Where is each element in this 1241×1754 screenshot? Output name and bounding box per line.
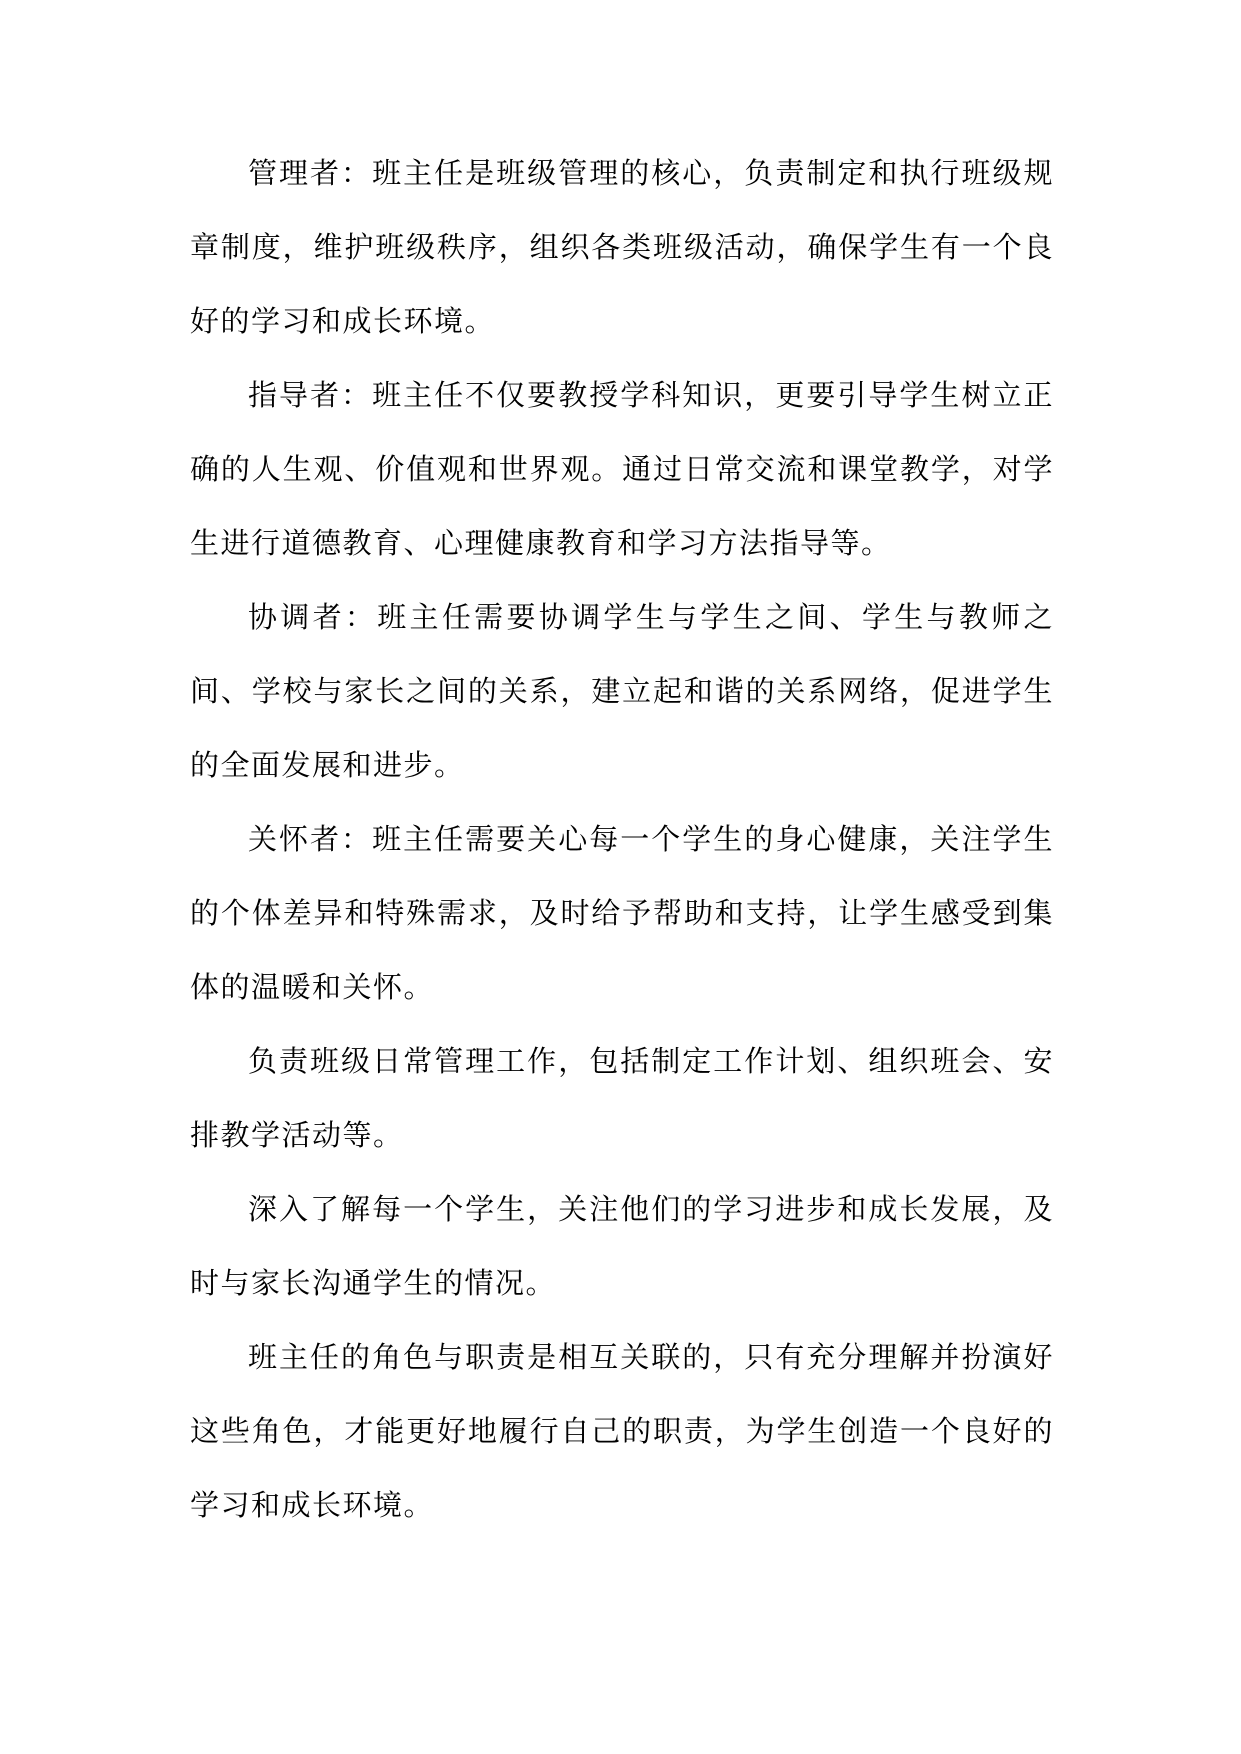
paragraph-caregiver-role: 关怀者：班主任需要关心每一个学生的身心健康，关注学生的个体差异和特殊需求，及时给予帮助和支持，让学生感受到集体的温暖和关怀。 (190, 822, 1054, 1004)
paragraph-understand-students: 深入了解每一个学生，关注他们的学习进步和成长发展，及时与家长沟通学生的情况。 (190, 1192, 1054, 1300)
paragraph-coordinator-role: 协调者：班主任需要协调学生与学生之间、学生与教师之间、学校与家长之间的关系，建立起和谐的关系网络，促进学生的全面发展和进步。 (190, 600, 1054, 782)
paragraph-conclusion: 班主任的角色与职责是相互关联的，只有充分理解并扮演好这些角色，才能更好地履行自己的职责，为学生创造一个良好的学习和成长环境。 (190, 1340, 1054, 1522)
document-body (190, 136, 1054, 1542)
paragraph-guide-role: 指导者：班主任不仅要教授学科知识，更要引导学生树立正确的人生观、价值观和世界观。通过日常交流和课堂教学，对学生进行道德教育、心理健康教育和学习方法指导等。 (190, 378, 1054, 560)
paragraph-manager-role: 管理者：班主任是班级管理的核心，负责制定和执行班级规章制度，维护班级秩序，组织各类班级活动，确保学生有一个良好的学习和成长环境。 (190, 156, 1054, 338)
paragraph-daily-management: 负责班级日常管理工作，包括制定工作计划、组织班会、安排教学活动等。 (190, 1044, 1054, 1152)
